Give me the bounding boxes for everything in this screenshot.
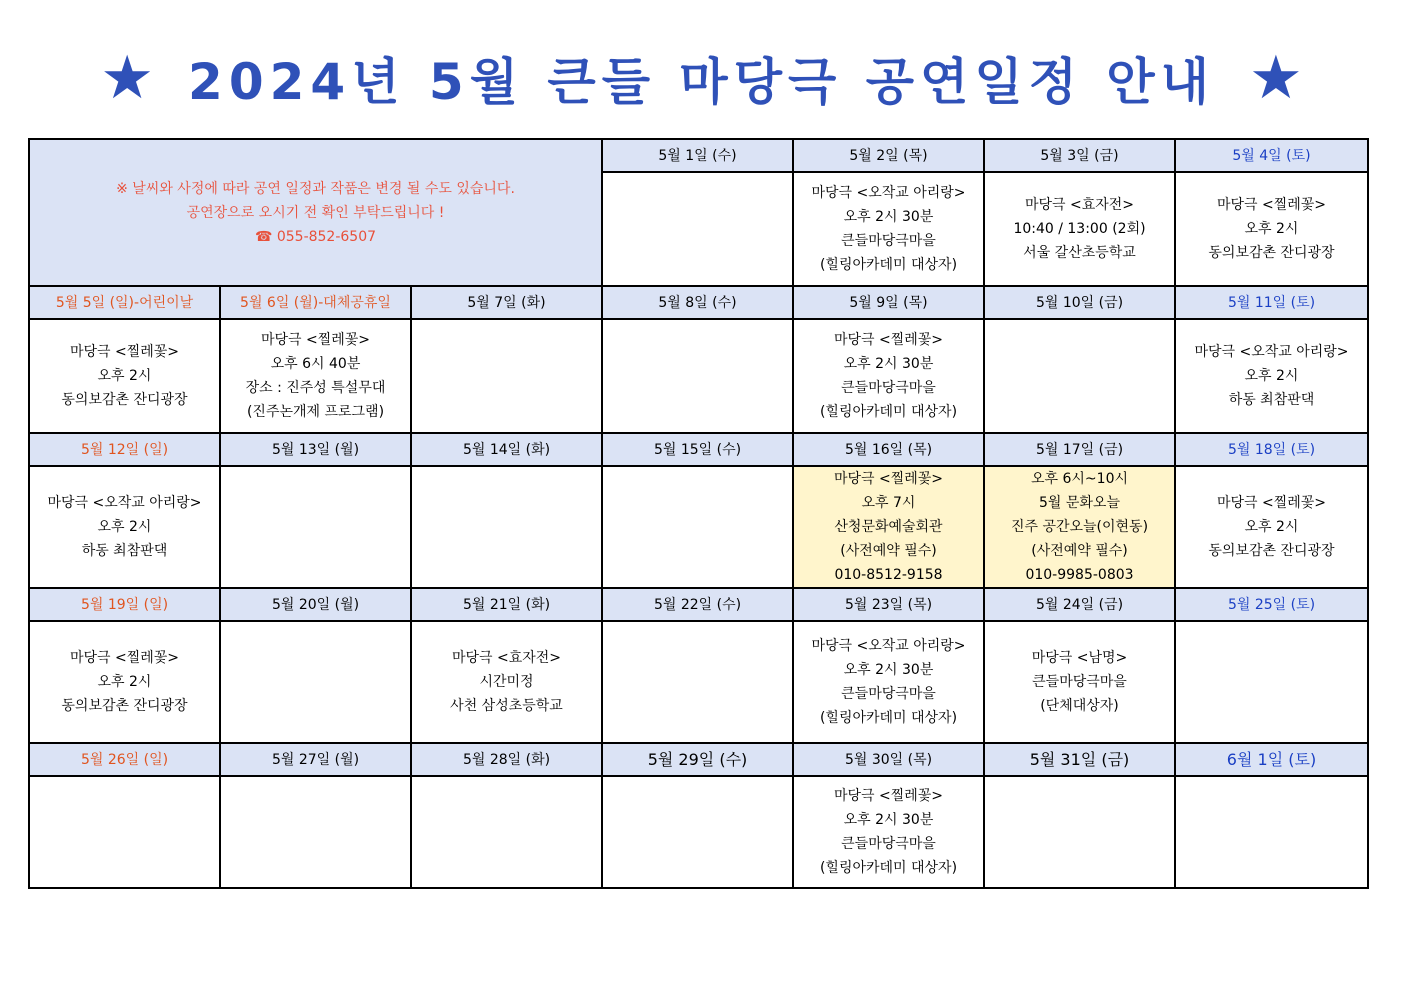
day-header: 5월 8일 (수) [602,286,793,319]
day-header: 5월 2일 (목) [793,139,984,172]
event-cell: 마당극 <남명> 큰들마당극마을 (단체대상자) [984,621,1175,743]
event-cell: 마당극 <찔레꽃> 오후 2시 30분 큰들마당극마을 (힐링아카데미 대상자) [793,776,984,888]
day-header-saturday: 6월 1일 (토) [1175,743,1368,776]
day-header: 5월 21일 (화) [411,588,602,621]
page-header [0,38,1403,118]
event-cell: 마당극 <오작교 아리랑> 오후 2시 30분 큰들마당극마을 (힐링아카데미 대상자) [793,621,984,743]
week-event-row [29,466,1368,588]
day-header: 5월 16일 (목) [793,433,984,466]
day-header-holiday: 5월 6일 (월)-대체공휴일 [220,286,411,319]
week-event-row [29,621,1368,743]
event-cell: 마당극 <오작교 아리랑> 오후 2시 30분 큰들마당극마을 (힐링아카데미 대상자) [793,172,984,286]
event-cell [984,319,1175,433]
event-cell: 마당극 <찔레꽃> 오후 2시 동의보감촌 잔디광장 [29,319,220,433]
day-header: 5월 23일 (목) [793,588,984,621]
event-cell [220,776,411,888]
day-header-sunday: 5월 5일 (일)-어린이날 [29,286,220,319]
day-header-sunday: 5월 12일 (일) [29,433,220,466]
event-cell [602,466,793,588]
week-header-row [29,286,1368,319]
day-header: 5월 22일 (수) [602,588,793,621]
event-cell [29,776,220,888]
event-cell: 마당극 <오작교 아리랑> 오후 2시 하동 최참판댁 [1175,319,1368,433]
notice-box: ※ 날씨와 사정에 따라 공연 일정과 작품은 변경 될 수도 있습니다. 공연장으로 오시기 전 확인 부탁드립니다 ! ☎ 055-852-6507 [29,139,602,286]
week-header-row [29,588,1368,621]
event-cell: 마당극 <찔레꽃> 오후 2시 동의보감촌 잔디광장 [1175,466,1368,588]
event-cell [984,776,1175,888]
day-header-saturday: 5월 11일 (토) [1175,286,1368,319]
week-header-row [29,139,1368,172]
day-header-sunday: 5월 19일 (일) [29,588,220,621]
day-header: 5월 7일 (화) [411,286,602,319]
event-cell [602,172,793,286]
week-event-row [29,319,1368,433]
day-header: 5월 29일 (수) [602,743,793,776]
event-cell: 마당극 <효자전> 10:40 / 13:00 (2회) 서울 갈산초등학교 [984,172,1175,286]
day-header: 5월 9일 (목) [793,286,984,319]
day-header: 5월 1일 (수) [602,139,793,172]
event-cell [411,319,602,433]
star-icon: ★ [100,43,155,113]
day-header-saturday: 5월 25일 (토) [1175,588,1368,621]
event-cell [1175,776,1368,888]
day-header-sunday: 5월 26일 (일) [29,743,220,776]
event-cell-highlighted: 마당극 <찔레꽃> 오후 7시 산청문화예술회관 (사전예약 필수) 010-8512-9158 [793,466,984,588]
event-cell-highlighted: 오후 6시~10시 5월 문화오늘 진주 공간오늘(이현동) (사전예약 필수) 010-9985-0803 [984,466,1175,588]
event-cell [220,466,411,588]
day-header: 5월 20일 (월) [220,588,411,621]
schedule-calendar [28,138,1369,889]
day-header: 5월 13일 (월) [220,433,411,466]
event-cell: 마당극 <오작교 아리랑> 오후 2시 하동 최참판댁 [29,466,220,588]
page-title: 2024년 5월 큰들 마당극 공연일정 안내 [188,53,1215,111]
day-header: 5월 14일 (화) [411,433,602,466]
event-cell: 마당극 <찔레꽃> 오후 2시 동의보감촌 잔디광장 [29,621,220,743]
event-cell [602,319,793,433]
day-header-saturday: 5월 4일 (토) [1175,139,1368,172]
day-header-saturday: 5월 18일 (토) [1175,433,1368,466]
day-header: 5월 17일 (금) [984,433,1175,466]
day-header: 5월 15일 (수) [602,433,793,466]
week-header-row [29,433,1368,466]
star-icon: ★ [1248,43,1303,113]
event-cell [220,621,411,743]
event-cell: 마당극 <찔레꽃> 오후 2시 30분 큰들마당극마을 (힐링아카데미 대상자) [793,319,984,433]
day-header: 5월 27일 (월) [220,743,411,776]
week-header-row [29,743,1368,776]
day-header: 5월 10일 (금) [984,286,1175,319]
event-cell [411,466,602,588]
week-event-row [29,776,1368,888]
day-header: 5월 30일 (목) [793,743,984,776]
event-cell [602,621,793,743]
day-header: 5월 24일 (금) [984,588,1175,621]
event-cell: 마당극 <찔레꽃> 오후 6시 40분 장소 : 진주성 특설무대 (진주논개제 프로그램) [220,319,411,433]
day-header: 5월 3일 (금) [984,139,1175,172]
day-header: 5월 28일 (화) [411,743,602,776]
event-cell [411,776,602,888]
day-header: 5월 31일 (금) [984,743,1175,776]
event-cell: 마당극 <효자전> 시간미정 사천 삼성초등학교 [411,621,602,743]
event-cell: 마당극 <찔레꽃> 오후 2시 동의보감촌 잔디광장 [1175,172,1368,286]
event-cell [602,776,793,888]
event-cell [1175,621,1368,743]
